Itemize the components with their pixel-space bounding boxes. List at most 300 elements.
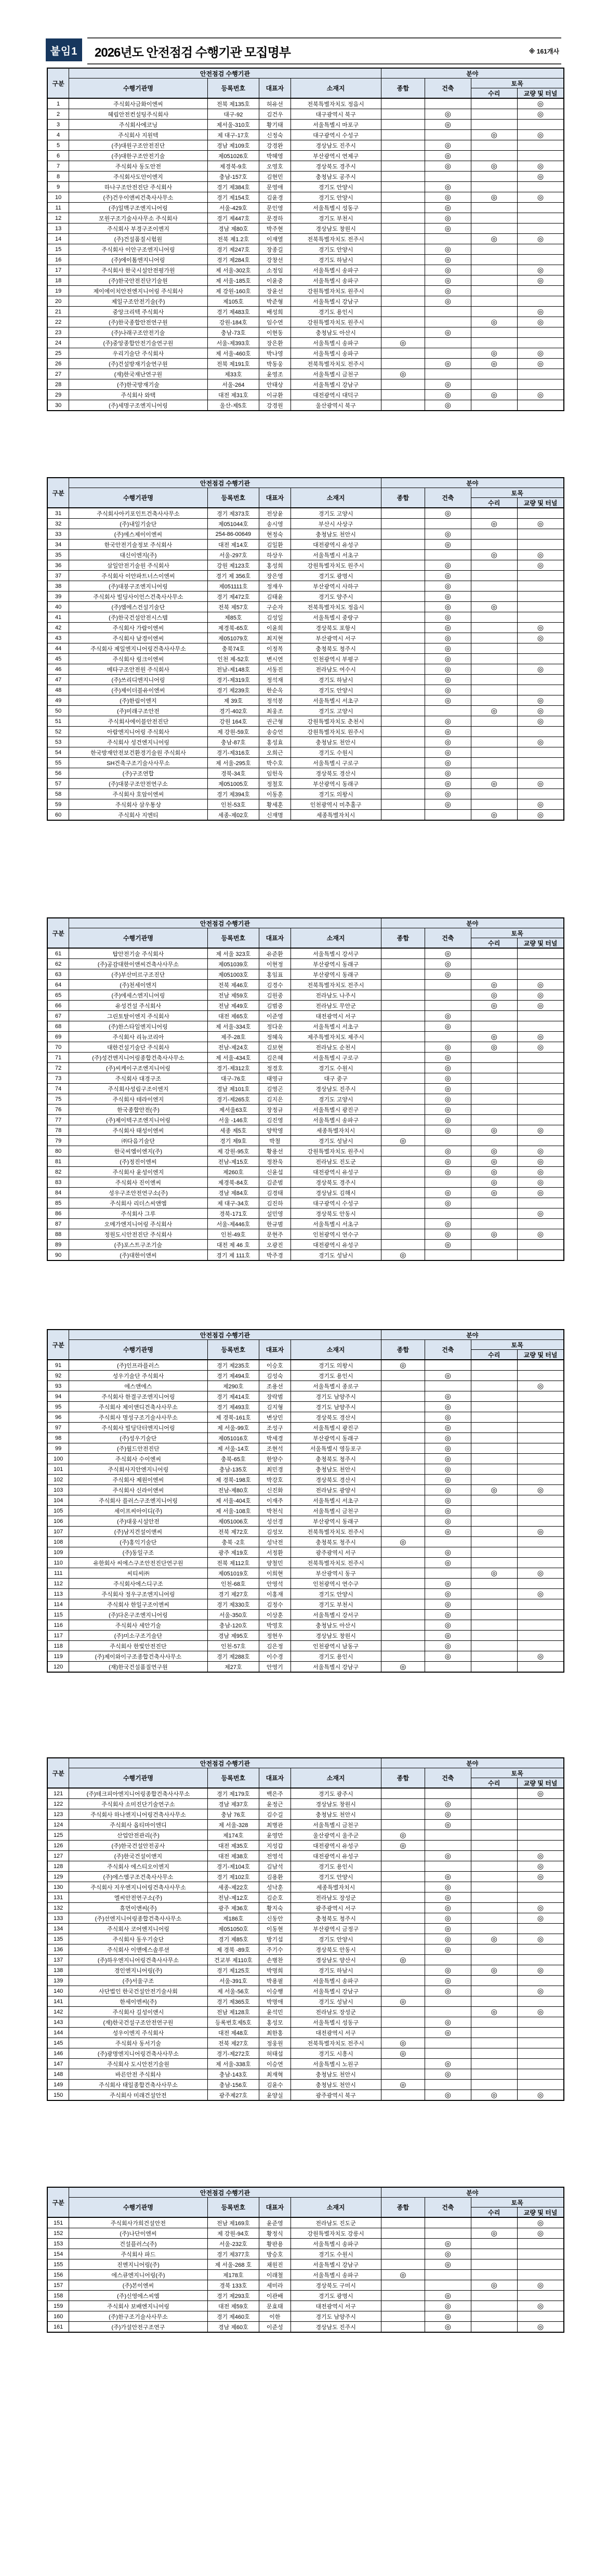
row-number-cell: 124 xyxy=(47,1820,69,1830)
field-water-cell xyxy=(471,508,517,519)
field-bridge-tunnel-cell: ◎ xyxy=(517,130,564,140)
field-comprehensive-cell xyxy=(381,612,425,623)
field-comprehensive-cell xyxy=(381,1156,425,1167)
field-building-cell: ◎ xyxy=(425,1188,471,1198)
field-building-cell: ◎ xyxy=(425,758,471,768)
location-cell: 부산광역시 동래구 xyxy=(291,959,381,969)
table-row xyxy=(47,779,564,789)
table-row xyxy=(47,1913,564,1924)
location-cell: 충청남도 아산시 xyxy=(291,327,381,338)
field-water-cell xyxy=(471,1198,517,1208)
org-name-cell: (주)쓰리디엔지니어링 xyxy=(69,675,207,685)
row-number-cell: 42 xyxy=(47,623,69,633)
field-building-cell xyxy=(425,348,471,359)
field-comprehensive-cell: ◎ xyxy=(381,1955,425,1965)
table-row xyxy=(47,2007,564,2017)
field-bridge-tunnel-cell xyxy=(517,338,564,348)
field-comprehensive-cell xyxy=(381,1371,425,1381)
row-number-cell: 78 xyxy=(47,1125,69,1136)
field-water-cell: ◎ xyxy=(471,161,517,172)
location-cell: 경상남도 진주시 xyxy=(291,2322,381,2333)
representative-cell: 박철 xyxy=(259,1136,291,1146)
representative-cell: 최재혁 xyxy=(259,2069,291,2080)
field-bridge-tunnel-cell xyxy=(517,675,564,685)
field-bridge-tunnel-cell: ◎ xyxy=(517,1568,564,1579)
reg-no-cell: 전남 제169호 xyxy=(207,2217,259,2228)
field-comprehensive-cell xyxy=(381,1177,425,1188)
field-comprehensive-cell xyxy=(381,758,425,768)
location-cell: 경기도 안양시 xyxy=(291,244,381,255)
org-name-cell: 주식회사 호암이엔씨 xyxy=(69,789,207,799)
field-bridge-tunnel-cell xyxy=(517,1537,564,1547)
table-row xyxy=(47,706,564,716)
field-bridge-tunnel-cell xyxy=(517,1620,564,1631)
field-bridge-tunnel-cell xyxy=(517,2017,564,2028)
org-name-cell: 모원구조기술사사무소 주식회사 xyxy=(69,213,207,224)
table-row xyxy=(47,161,564,172)
field-water-cell xyxy=(471,1433,517,1443)
field-comprehensive-cell xyxy=(381,1631,425,1641)
representative-cell: 박나영 xyxy=(259,348,291,359)
field-comprehensive-cell xyxy=(381,2228,425,2239)
field-bridge-tunnel-cell xyxy=(517,1402,564,1412)
field-building-cell: ◎ xyxy=(425,675,471,685)
field-bridge-tunnel-cell xyxy=(517,224,564,234)
field-comprehensive-cell: ◎ xyxy=(381,2038,425,2048)
org-name-cell: 주식회사 제이앤디건축사사무소 xyxy=(69,1402,207,1412)
field-comprehensive-cell xyxy=(381,695,425,706)
location-cell: 서울특별시 송파구 xyxy=(291,265,381,275)
row-number-cell: 40 xyxy=(47,602,69,612)
representative-cell: 이상훈 xyxy=(259,1610,291,1620)
representative-cell: 김용환 xyxy=(259,1872,291,1882)
field-comprehensive-cell xyxy=(381,2017,425,2028)
representative-cell: 황세훈 xyxy=(259,799,291,810)
row-number-cell: 58 xyxy=(47,789,69,799)
table-row xyxy=(47,1976,564,1986)
representative-cell: 박강호 xyxy=(259,1475,291,1485)
location-cell: 경기도 남양주시 xyxy=(291,2311,381,2322)
org-name-cell: 주식회사 파드 xyxy=(69,2249,207,2259)
representative-cell: 정현우 xyxy=(259,1631,291,1641)
field-comprehensive-cell xyxy=(381,1851,425,1861)
org-name-cell: 주식회사 남경이엔씨 xyxy=(69,633,207,643)
field-water-cell xyxy=(471,1830,517,1841)
field-building-cell: ◎ xyxy=(425,1011,471,1021)
location-cell: 경상북도 경산시 xyxy=(291,1412,381,1423)
field-building-cell: ◎ xyxy=(425,286,471,296)
representative-cell: 장종길 xyxy=(259,244,291,255)
field-water-cell: ◎ xyxy=(471,550,517,560)
field-comprehensive-cell xyxy=(381,172,425,182)
representative-cell: 현정숙 xyxy=(259,529,291,540)
header-org-name: 수행기관명 xyxy=(69,78,207,99)
table-row xyxy=(47,799,564,810)
representative-cell: 박수호 xyxy=(259,758,291,768)
row-number-cell: 76 xyxy=(47,1105,69,1115)
field-building-cell: ◎ xyxy=(425,1651,471,1662)
table-row xyxy=(47,1872,564,1882)
field-comprehensive-cell: ◎ xyxy=(381,1360,425,1371)
field-building-cell: ◎ xyxy=(425,1485,471,1495)
location-cell: 경기도 안양시 xyxy=(291,685,381,695)
table-row xyxy=(47,592,564,602)
field-bridge-tunnel-cell xyxy=(517,581,564,592)
row-number-cell: 6 xyxy=(47,151,69,161)
table-row xyxy=(47,948,564,959)
field-building-cell: ◎ xyxy=(425,1084,471,1094)
representative-cell: 전상윤 xyxy=(259,508,291,519)
org-table xyxy=(47,477,564,821)
field-water-cell: ◎ xyxy=(471,1229,517,1240)
field-bridge-tunnel-cell xyxy=(517,1105,564,1115)
table-row xyxy=(47,1198,564,1208)
field-building-cell: ◎ xyxy=(425,1464,471,1475)
field-water-cell xyxy=(471,948,517,959)
representative-cell: 이재주 xyxy=(259,1495,291,1506)
field-building-cell xyxy=(425,1537,471,1547)
field-water-cell xyxy=(471,1537,517,1547)
field-comprehensive-cell xyxy=(381,1892,425,1903)
representative-cell: 최한홍 xyxy=(259,2028,291,2038)
representative-cell: 안영석 xyxy=(259,1579,291,1589)
table-row xyxy=(47,612,564,623)
row-number-cell: 29 xyxy=(47,390,69,400)
field-comprehensive-cell xyxy=(381,1651,425,1662)
field-bridge-tunnel-cell: ◎ xyxy=(517,695,564,706)
reg-no-cell: 경기 제 356호 xyxy=(207,571,259,581)
header-org-name: 수행기관명 xyxy=(69,928,207,949)
location-cell: 인천광역시 부평구 xyxy=(291,654,381,664)
org-name-cell: 주식회사금화이엔씨 xyxy=(69,98,207,109)
representative-cell: 김준범 xyxy=(259,1177,291,1188)
field-bridge-tunnel-cell xyxy=(517,1662,564,1673)
reg-no-cell: 전남 제59호 xyxy=(207,990,259,1001)
field-comprehensive-cell xyxy=(381,2090,425,2101)
org-name-cell: 주식회사 리뉴코리아 xyxy=(69,1032,207,1042)
location-cell: 대전광역시 서구 xyxy=(291,2028,381,2038)
location-cell: 경기도 성남시 xyxy=(291,1136,381,1146)
location-cell: 전북특별자치도 전주시 xyxy=(291,234,381,244)
reg-no-cell: 서울-350호 xyxy=(207,1610,259,1620)
field-comprehensive-cell xyxy=(381,519,425,529)
org-name-cell: 주식회사 세안기술 xyxy=(69,1620,207,1631)
org-name-cell: (주)대웅시설안전 xyxy=(69,1516,207,1527)
field-water-cell: ◎ xyxy=(471,2280,517,2291)
field-water-cell xyxy=(471,581,517,592)
field-comprehensive-cell xyxy=(381,2311,425,2322)
row-number-cell: 106 xyxy=(47,1516,69,1527)
field-comprehensive-cell: ◎ xyxy=(381,2270,425,2280)
org-name-cell: (주)하우엔지니어링건축사사무소 xyxy=(69,1955,207,1965)
row-number-cell: 14 xyxy=(47,234,69,244)
header-location: 소재지 xyxy=(291,928,381,949)
field-building-cell xyxy=(425,1861,471,1872)
field-comprehensive-cell xyxy=(381,161,425,172)
org-name-cell: 주식회사 한일구조이엔씨 xyxy=(69,1599,207,1610)
field-comprehensive-cell: ◎ xyxy=(381,1662,425,1673)
org-name-cell: (주)대붕구조엔지니어링 xyxy=(69,581,207,592)
row-number-cell: 159 xyxy=(47,2301,69,2311)
table-row xyxy=(47,1579,564,1589)
field-building-cell: ◎ xyxy=(425,779,471,789)
reg-no-cell: 제 경북 -89호 xyxy=(207,1944,259,1955)
table-row xyxy=(47,1485,564,1495)
reg-no-cell: 제 강원-95호 xyxy=(207,1146,259,1156)
field-building-cell: ◎ xyxy=(425,623,471,633)
field-water-cell xyxy=(471,1412,517,1423)
reg-no-cell: 인천-68호 xyxy=(207,1579,259,1589)
table-row xyxy=(47,1021,564,1032)
field-water-cell xyxy=(471,1924,517,1934)
table-row xyxy=(47,581,564,592)
field-comprehensive-cell xyxy=(381,1547,425,1558)
org-name-cell: (재)한국재난연구원 xyxy=(69,369,207,379)
representative-cell: 양철민 xyxy=(259,1558,291,1568)
org-name-cell: (재)한국건설구조안전연구원 xyxy=(69,2017,207,2028)
field-comprehensive-cell xyxy=(381,1454,425,1464)
field-bridge-tunnel-cell xyxy=(517,571,564,581)
field-comprehensive-cell xyxy=(381,390,425,400)
row-number-cell: 48 xyxy=(47,685,69,695)
field-building-cell: ◎ xyxy=(425,1631,471,1641)
org-name-cell: (주)천세이엔지 xyxy=(69,980,207,990)
field-water-cell: ◎ xyxy=(471,234,517,244)
reg-no-cell: 제 서울-302호 xyxy=(207,265,259,275)
row-number-cell: 72 xyxy=(47,1063,69,1073)
row-number-cell: 135 xyxy=(47,1934,69,1944)
reg-no-cell: 경남 제101호 xyxy=(207,1084,259,1094)
location-cell: 서울특별시 금천구 xyxy=(291,369,381,379)
row-number-cell: 108 xyxy=(47,1537,69,1547)
representative-cell: 강경원 xyxy=(259,400,291,411)
field-comprehensive-cell xyxy=(381,623,425,633)
representative-cell: 김성숙 xyxy=(259,1371,291,1381)
row-number-cell: 2 xyxy=(47,109,69,120)
row-number-cell: 1 xyxy=(47,98,69,109)
field-building-cell xyxy=(425,130,471,140)
field-comprehensive-cell: ◎ xyxy=(381,1996,425,2007)
org-name-cell: (주)에세스엔지니어링 xyxy=(69,990,207,1001)
row-number-cell: 57 xyxy=(47,779,69,789)
representative-cell: 윤양실 xyxy=(259,2090,291,2101)
location-cell: 서울특별시 강남구 xyxy=(291,1986,381,1996)
table-row xyxy=(47,130,564,140)
field-comprehensive-cell xyxy=(381,109,425,120)
field-comprehensive-cell xyxy=(381,379,425,390)
reg-no-cell: 경기 제493호 xyxy=(207,1402,259,1412)
row-number-cell: 16 xyxy=(47,255,69,265)
representative-cell: 이현정 xyxy=(259,959,291,969)
field-water-cell: ◎ xyxy=(471,519,517,529)
row-number-cell: 7 xyxy=(47,161,69,172)
table-row xyxy=(47,307,564,317)
field-water-cell xyxy=(471,1547,517,1558)
location-cell: 충청남도 천안시 xyxy=(291,2080,381,2090)
field-comprehensive-cell xyxy=(381,213,425,224)
field-bridge-tunnel-cell: ◎ xyxy=(517,2090,564,2101)
field-water-cell xyxy=(471,747,517,758)
field-water-cell xyxy=(471,2017,517,2028)
field-building-cell: ◎ xyxy=(425,192,471,203)
field-water-cell xyxy=(471,265,517,275)
location-cell: 전북특별자치도 정읍시 xyxy=(291,98,381,109)
field-water-cell xyxy=(471,1219,517,1229)
field-water-cell xyxy=(471,1402,517,1412)
table-row xyxy=(47,1053,564,1063)
field-building-cell: ◎ xyxy=(425,969,471,980)
reg-no-cell: 경북-34호 xyxy=(207,768,259,779)
representative-cell: 장락범 xyxy=(259,1391,291,1402)
field-comprehensive-cell xyxy=(381,1903,425,1913)
field-water-cell xyxy=(471,1073,517,1084)
reg-no-cell: 전북 제191호 xyxy=(207,359,259,369)
row-number-cell: 87 xyxy=(47,1219,69,1229)
reg-no-cell: 전북 제112호 xyxy=(207,1558,259,1568)
reg-no-cell: 경기 제494호 xyxy=(207,1371,259,1381)
field-bridge-tunnel-cell xyxy=(517,529,564,540)
reg-no-cell: 세종-제22호 xyxy=(207,1882,259,1892)
field-comprehensive-cell xyxy=(381,120,425,130)
row-number-cell: 132 xyxy=(47,1903,69,1913)
location-cell: 경기도 시흥시 xyxy=(291,2048,381,2059)
field-water-cell xyxy=(471,1610,517,1620)
field-bridge-tunnel-cell xyxy=(517,592,564,602)
representative-cell: 이현동 xyxy=(259,327,291,338)
field-bridge-tunnel-cell xyxy=(517,213,564,224)
table-row xyxy=(47,2017,564,2028)
row-number-cell: 20 xyxy=(47,296,69,307)
representative-cell: 홍성효 xyxy=(259,737,291,747)
representative-cell: 한순옥 xyxy=(259,685,291,695)
org-name-cell: (주)대원구조안전진단 xyxy=(69,140,207,151)
table-row xyxy=(47,1547,564,1558)
representative-cell: 문인영 xyxy=(259,203,291,213)
reg-no-cell: 전북 제135호 xyxy=(207,98,259,109)
org-name-cell: (주)한국건설안전시스템 xyxy=(69,612,207,623)
reg-no-cell: 제178호 xyxy=(207,2270,259,2280)
header-civil: 토목 xyxy=(471,2198,564,2207)
row-number-cell: 77 xyxy=(47,1115,69,1125)
field-comprehensive-cell xyxy=(381,2291,425,2301)
field-comprehensive-cell xyxy=(381,1125,425,1136)
row-number-cell: 118 xyxy=(47,1641,69,1651)
field-water-cell xyxy=(471,1495,517,1506)
representative-cell: 김건우 xyxy=(259,109,291,120)
representative-cell: 김영곤 xyxy=(259,1084,291,1094)
field-bridge-tunnel-cell xyxy=(517,1412,564,1423)
field-water-cell xyxy=(471,213,517,224)
field-building-cell: ◎ xyxy=(425,1475,471,1485)
org-name-cell: 한국안전기술정보 주식회사 xyxy=(69,540,207,550)
org-name-cell: 주식회사 플러스구조엔지니어링 xyxy=(69,1495,207,1506)
table-row xyxy=(47,571,564,581)
field-comprehensive-cell xyxy=(381,959,425,969)
field-comprehensive-cell xyxy=(381,1610,425,1620)
field-water-cell xyxy=(471,1454,517,1464)
field-building-cell: ◎ xyxy=(425,1219,471,1229)
field-water-cell xyxy=(471,1360,517,1371)
row-number-cell: 99 xyxy=(47,1443,69,1454)
table-row xyxy=(47,359,564,369)
reg-no-cell: 서울-429호 xyxy=(207,203,259,213)
representative-cell: 김경수 xyxy=(259,980,291,990)
field-bridge-tunnel-cell xyxy=(517,1955,564,1965)
field-bridge-tunnel-cell xyxy=(517,602,564,612)
field-bridge-tunnel-cell: ◎ xyxy=(517,706,564,716)
reg-no-cell: 제 서울-268 호 xyxy=(207,2259,259,2270)
field-bridge-tunnel-cell xyxy=(517,2080,564,2090)
field-bridge-tunnel-cell xyxy=(517,1924,564,1934)
representative-cell: 김진영 xyxy=(259,1115,291,1125)
field-building-cell: ◎ xyxy=(425,1986,471,1996)
table-row xyxy=(47,1371,564,1381)
reg-no-cell: 제051003호 xyxy=(207,969,259,980)
reg-no-cell: 제260호 xyxy=(207,1167,259,1177)
field-comprehensive-cell xyxy=(381,2239,425,2249)
field-water-cell xyxy=(471,1464,517,1475)
field-comprehensive-cell xyxy=(381,969,425,980)
field-building-cell: ◎ xyxy=(425,1851,471,1861)
field-building-cell: ◎ xyxy=(425,664,471,675)
field-building-cell xyxy=(425,1250,471,1261)
field-bridge-tunnel-cell: ◎ xyxy=(517,1188,564,1198)
location-cell: 강원특별자치도 강릉시 xyxy=(291,2228,381,2239)
field-water-cell xyxy=(471,1506,517,1516)
location-cell: 광주광역시 서구 xyxy=(291,1547,381,1558)
location-cell: 경기도 수원시 xyxy=(291,2249,381,2259)
field-comprehensive-cell: ◎ xyxy=(381,369,425,379)
row-number-cell: 120 xyxy=(47,1662,69,1673)
field-building-cell xyxy=(425,98,471,109)
location-cell: 강원특별자치도 원주시 xyxy=(291,727,381,737)
reg-no-cell: 전남 제49호 xyxy=(207,1001,259,1011)
location-cell: 충청북도 청주시 xyxy=(291,1913,381,1924)
table-row xyxy=(47,1433,564,1443)
row-number-cell: 133 xyxy=(47,1913,69,1924)
field-bridge-tunnel-cell: ◎ xyxy=(517,2217,564,2228)
field-comprehensive-cell xyxy=(381,203,425,213)
field-bridge-tunnel-cell xyxy=(517,120,564,130)
location-cell: 경기도 성남시 xyxy=(291,1996,381,2007)
table-row xyxy=(47,1105,564,1115)
row-number-cell: 157 xyxy=(47,2280,69,2291)
field-comprehensive-cell: ◎ xyxy=(381,1841,425,1851)
field-building-cell: ◎ xyxy=(425,275,471,286)
org-name-cell: 건설플러스(주) xyxy=(69,2239,207,2249)
field-building-cell: ◎ xyxy=(425,1892,471,1903)
reg-no-cell: 제 서울-460호 xyxy=(207,348,259,359)
header-org-group: 안전점검 수행기관 xyxy=(69,478,381,488)
reg-no-cell: 충남-73호 xyxy=(207,327,259,338)
header-group: 구분 xyxy=(47,2187,69,2217)
field-building-cell: ◎ xyxy=(425,1391,471,1402)
table-row xyxy=(47,633,564,643)
row-number-cell: 62 xyxy=(47,959,69,969)
field-comprehensive-cell xyxy=(381,581,425,592)
field-water-cell xyxy=(471,1208,517,1219)
field-building-cell xyxy=(425,2038,471,2048)
field-bridge-tunnel-cell xyxy=(517,151,564,161)
field-building-cell: ◎ xyxy=(425,1423,471,1433)
org-name-cell: (주)한스타일엔지니어링 xyxy=(69,1021,207,1032)
field-comprehensive-cell xyxy=(381,2217,425,2228)
row-number-cell: 4 xyxy=(47,130,69,140)
header-org-group: 안전점검 수행기관 xyxy=(69,68,381,78)
row-number-cell: 95 xyxy=(47,1402,69,1412)
location-cell: 경기도 고양시 xyxy=(291,508,381,519)
table-row xyxy=(47,529,564,540)
